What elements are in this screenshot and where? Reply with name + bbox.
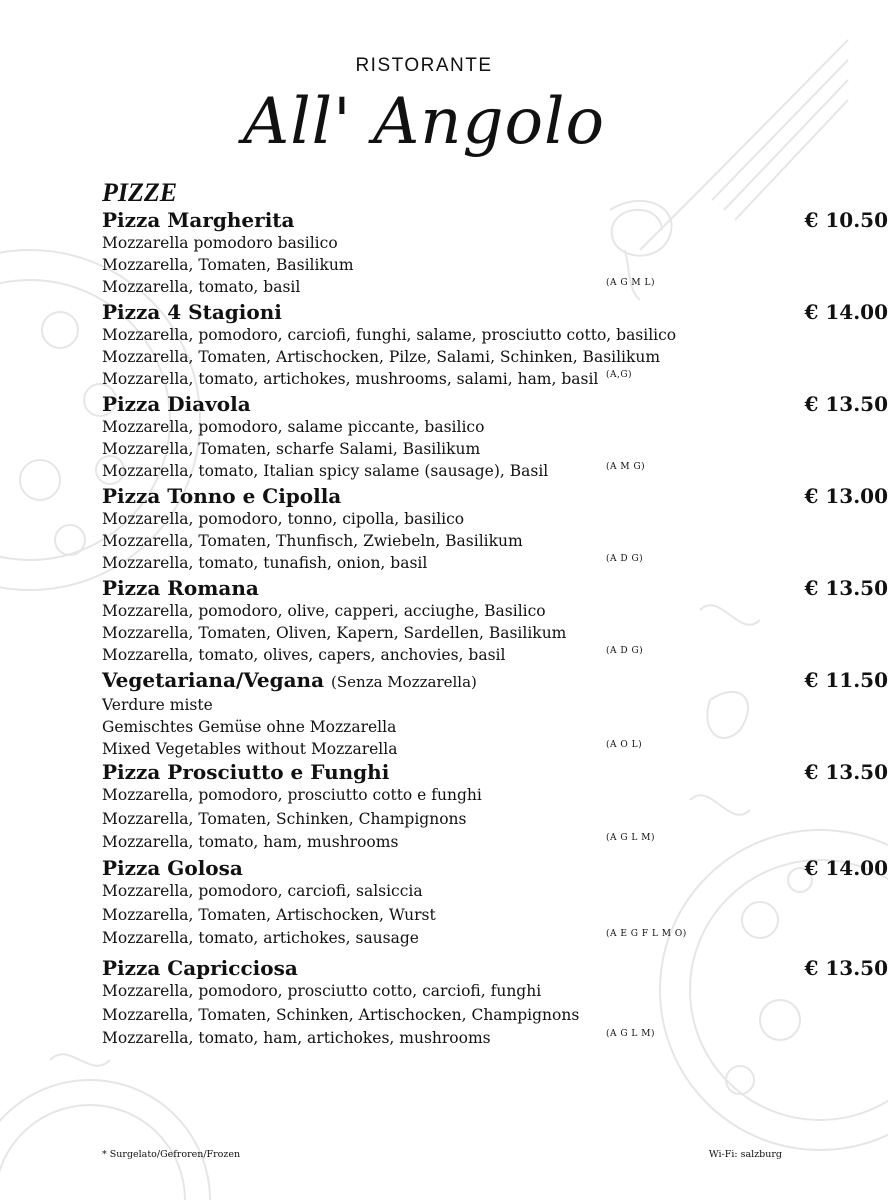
description-text: Mozzarella, Tomaten, Schinken, Champignons [102, 809, 467, 828]
item-name [102, 760, 802, 784]
item-name [102, 576, 802, 600]
item-description [102, 346, 802, 368]
menu-item [102, 208, 888, 298]
allergen-codes: (A D G) [606, 554, 644, 564]
item-description [102, 438, 802, 460]
allergen-codes: (A D G) [606, 646, 644, 656]
description-text: Mozzarella, pomodoro, olive, capperi, acciughe, Basilico [102, 602, 546, 620]
description-text: Mozzarella, tomato, artichokes, sausage [102, 929, 419, 947]
item-name-text: Pizza Diavola [102, 392, 251, 416]
description-text: Mozzarella, pomodoro, tonno, cipolla, basilico [102, 510, 465, 528]
section-title: PIZZE [102, 178, 178, 207]
item-price: € 14.00 [804, 300, 888, 324]
menu-item [102, 856, 888, 951]
description-text: Mozzarella, pomodoro, prosciutto cotto e funghi [102, 786, 482, 804]
description-text: Mozzarella, tomato, ham, artichokes, mushrooms [102, 1029, 491, 1047]
item-price: € 13.50 [804, 956, 888, 980]
description-text: Mozzarella, tomato, artichokes, mushrooms, salami, ham, basil [102, 370, 599, 388]
description-text: Mozzarella, Tomaten, Artischocken, Wurst [102, 905, 436, 924]
description-text: Mozzarella, tomato, Italian spicy salame (sausage), Basil [102, 462, 549, 480]
item-name-text: Pizza Romana [102, 576, 259, 600]
allergen-codes: (A E G F L M O) [606, 929, 687, 939]
description-text: Mozzarella, tomato, basil [102, 278, 301, 296]
description-text: Mozzarella, pomodoro, carciofi, salsiccia [102, 882, 423, 900]
pizza-illustration-bottom [0, 1080, 210, 1200]
item-price: € 13.50 [804, 392, 888, 416]
wifi-info: Wi-Fi: salzburg [708, 1149, 782, 1160]
description-text: Mozzarella, Tomaten, Thunfisch, Zwiebeln, Basilikum [102, 532, 523, 550]
allergen-codes: (A G M L) [606, 278, 655, 288]
item-name-text: Pizza Prosciutto e Funghi [102, 760, 390, 784]
item-description [102, 904, 802, 928]
item-name-text: Vegetariana/Vegana [102, 668, 325, 692]
item-description [102, 1004, 802, 1028]
description-text: Mozzarella, Tomaten, Basilikum [102, 256, 354, 274]
item-price: € 10.50 [804, 208, 888, 232]
description-text: Mozzarella, tomato, olives, capers, anchovies, basil [102, 646, 506, 664]
item-description [102, 530, 802, 552]
item-description [102, 738, 802, 760]
item-description [102, 716, 802, 738]
allergen-codes: (A,G) [606, 370, 633, 380]
item-name-text: Pizza 4 Stagioni [102, 300, 282, 324]
item-description [102, 416, 802, 438]
item-description [102, 622, 802, 644]
item-name [102, 668, 802, 694]
item-description [102, 324, 802, 346]
item-description [102, 644, 802, 666]
item-name [102, 856, 802, 880]
item-price: € 11.50 [804, 668, 888, 692]
item-description [102, 784, 802, 808]
description-text: Mixed Vegetables without Mozzarella [102, 740, 398, 758]
description-text: Gemischtes Gemüse ohne Mozzarella [102, 718, 397, 736]
description-text: Mozzarella, tomato, ham, mushrooms [102, 833, 399, 851]
item-name [102, 484, 802, 508]
item-price: € 13.00 [804, 484, 888, 508]
item-description [102, 460, 802, 482]
description-text: Mozzarella, Tomaten, scharfe Salami, Basilikum [102, 440, 481, 458]
item-description [102, 694, 802, 716]
menu-item [102, 484, 888, 574]
description-text: Mozzarella, Tomaten, Artischocken, Pilze, Salami, Schinken, Basilikum [102, 348, 661, 366]
description-text: Mozzarella, tomato, tunafish, onion, basil [102, 554, 428, 572]
item-description [102, 880, 802, 904]
item-name [102, 300, 802, 324]
item-description [102, 980, 802, 1004]
description-text: Mozzarella, pomodoro, carciofi, funghi, salame, prosciutto cotto, basilico [102, 326, 677, 344]
item-name-text: Pizza Tonno e Cipolla [102, 484, 342, 508]
item-note: (Senza Mozzarella) [331, 673, 477, 691]
allergen-codes: (A G L M) [606, 1029, 655, 1039]
item-name-text: Pizza Capricciosa [102, 956, 298, 980]
logo-subtitle: RISTORANTE [355, 55, 493, 76]
allergen-codes: (A M G) [606, 462, 646, 472]
item-price: € 13.50 [804, 760, 888, 784]
item-name [102, 392, 802, 416]
description-text: Mozzarella, pomodoro, salame piccante, basilico [102, 418, 485, 436]
menu-item [102, 576, 888, 666]
item-description [102, 831, 802, 855]
item-name [102, 208, 802, 232]
item-name-text: Pizza Margherita [102, 208, 295, 232]
item-description [102, 600, 802, 622]
item-description [102, 1027, 802, 1051]
item-price: € 14.00 [804, 856, 888, 880]
description-text: Mozzarella, Tomaten, Schinken, Artischocken, Champignons [102, 1005, 580, 1024]
description-text: Mozzarella, pomodoro, prosciutto cotto, carciofi, funghi [102, 982, 542, 1000]
item-description [102, 368, 802, 390]
item-description [102, 232, 802, 254]
menu-item [102, 760, 888, 855]
menu-item [102, 668, 888, 760]
description-text: Verdure miste [102, 696, 213, 714]
allergen-codes: (A G L M) [606, 833, 655, 843]
item-description [102, 254, 802, 276]
item-description [102, 552, 802, 574]
item-description [102, 927, 802, 951]
description-text: Mozzarella pomodoro basilico [102, 234, 338, 252]
item-price: € 13.50 [804, 576, 888, 600]
item-name [102, 956, 802, 980]
menu-item [102, 300, 888, 390]
description-text: Mozzarella, Tomaten, Oliven, Kapern, Sardellen, Basilikum [102, 624, 567, 642]
menu-item [102, 956, 888, 1051]
item-description [102, 508, 802, 530]
frozen-note: * Surgelato/Gefroren/Frozen [102, 1149, 241, 1160]
allergen-codes: (A O L) [606, 740, 643, 750]
item-description [102, 276, 802, 298]
item-description [102, 808, 802, 832]
restaurant-logo: All' Angolo [242, 85, 606, 159]
item-name-text: Pizza Golosa [102, 856, 243, 880]
menu-item [102, 392, 888, 482]
